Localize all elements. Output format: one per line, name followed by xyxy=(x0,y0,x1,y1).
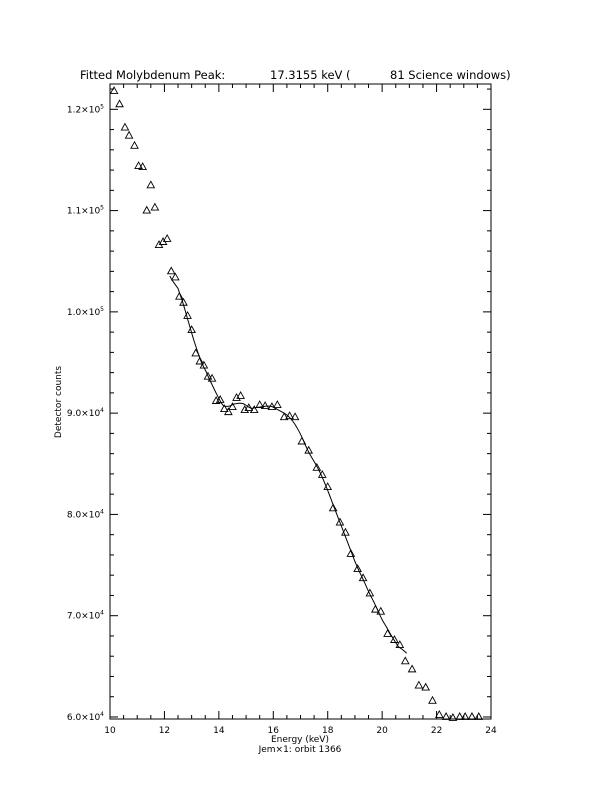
footer-label: Jem×1: orbit 1366 xyxy=(258,745,342,755)
x-tick-label: 22 xyxy=(430,726,443,736)
y-tick-label: $1.0\times 10^5$ xyxy=(66,305,104,318)
x-tick-label: 16 xyxy=(267,726,280,736)
y-tick-label: $9.0\times 10^4$ xyxy=(66,407,104,420)
y-tick-label: $8.0\times 10^4$ xyxy=(66,508,104,521)
x-tick-label: 12 xyxy=(158,726,171,736)
x-tick-label: 24 xyxy=(485,726,497,736)
x-tick-label: 14 xyxy=(213,726,225,736)
y-axis-label: Detector counts xyxy=(54,365,64,439)
y-tick-label: $7.0\times 10^4$ xyxy=(66,609,104,622)
x-tick-label: 20 xyxy=(376,726,388,736)
chart-title-part-1: Fitted Molybdenum Peak: xyxy=(80,68,226,82)
y-tick-label: $1.2\times 10^5$ xyxy=(66,103,104,116)
x-tick-label: 10 xyxy=(104,726,116,736)
x-tick-label: 18 xyxy=(321,726,334,736)
x-axis-label: Energy (keV) xyxy=(271,735,329,745)
y-tick-label: $1.1\times 10^5$ xyxy=(66,204,104,217)
chart-title-part-3: 81 Science windows) xyxy=(390,68,511,82)
chart-title-part-2: 17.3155 keV ( xyxy=(270,68,351,82)
y-tick-label: $6.0\times 10^4$ xyxy=(66,710,104,723)
